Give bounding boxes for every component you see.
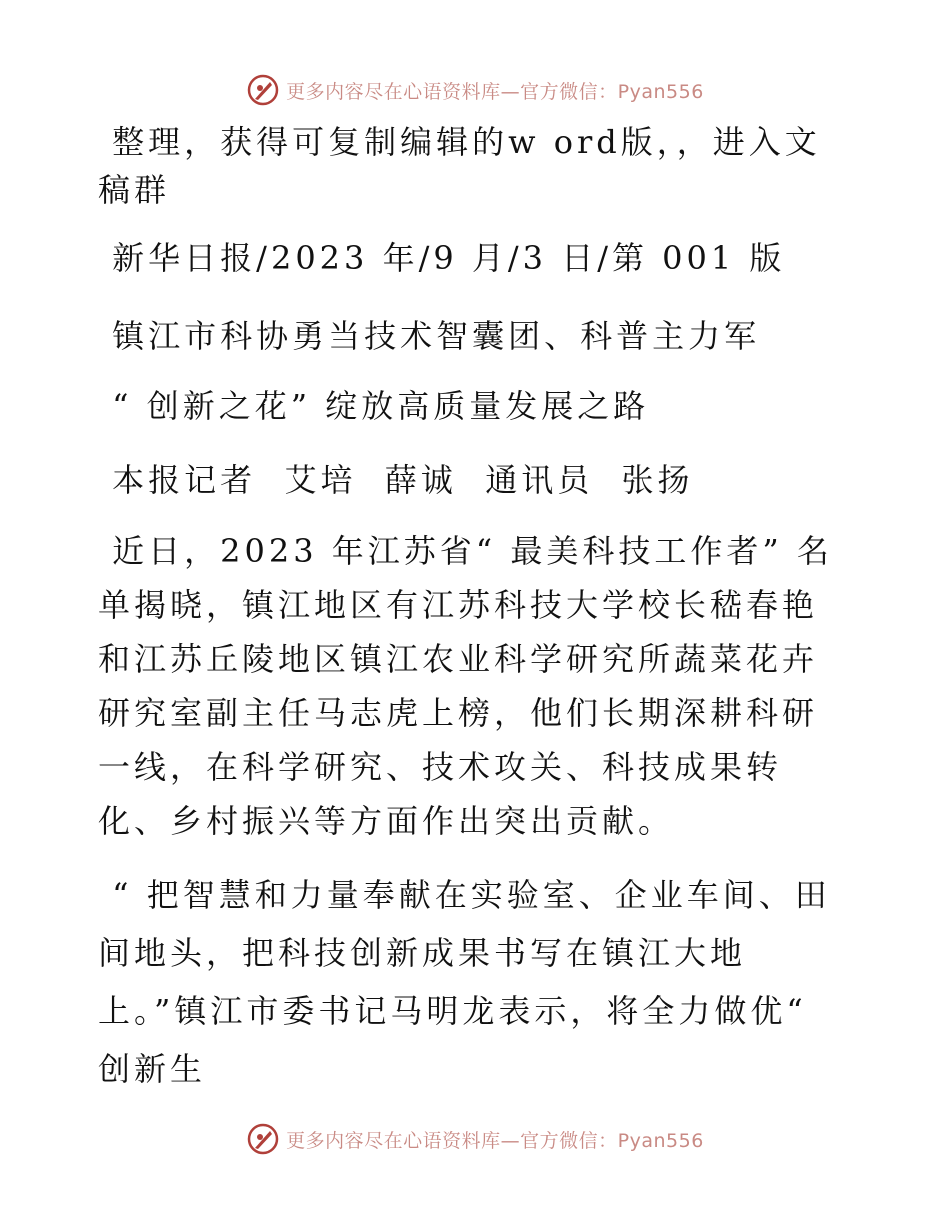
watermark-banner-top: [0, 70, 950, 110]
body-paragraph: 近日，2023 年江苏省“ 最美科技工作者” 名单揭晓，镇江地区有江苏科技大学校长嵇春艳和江苏丘陵地区镇江农业科学研究所蔬菜花卉研究室副主任马志虎上榜，他们长期深耕科研一线，在科学研究、技术攻关、科技成果转化、乡村振兴等方面作出突出贡献。: [98, 532, 833, 840]
document-body: [98, 118, 850, 1116]
byline: 本报记者 艾培 薛诚 通讯员 张扬: [98, 461, 694, 499]
red-quill-logo-icon: [246, 73, 280, 107]
dateline: 新华日报/2023 年/9 月/3 日/第 001 版: [98, 239, 786, 277]
watermark-banner-bottom: [0, 1119, 950, 1159]
headline: 镇江市科协勇当技术智囊团、科普主力军: [98, 317, 761, 355]
intro-line: 整理，获得可复制编辑的w ord版，，进入文稿群: [98, 123, 821, 209]
body-paragraph: “ 把智慧和力量奉献在实验室、企业车间、田间地头，把科技创新成果书写在镇江大地上。”镇江市委书记马明龙表示，将全力做优“ 创新生: [98, 876, 831, 1088]
subheadline: “ 创新之花” 绽放高质量发展之路: [98, 387, 650, 425]
red-quill-logo-icon: [246, 1122, 280, 1156]
watermark-text: 更多内容尽在心语资料库—官方微信：Pyan556: [286, 80, 704, 103]
watermark-text: 更多内容尽在心语资料库—官方微信：Pyan556: [286, 1129, 704, 1152]
